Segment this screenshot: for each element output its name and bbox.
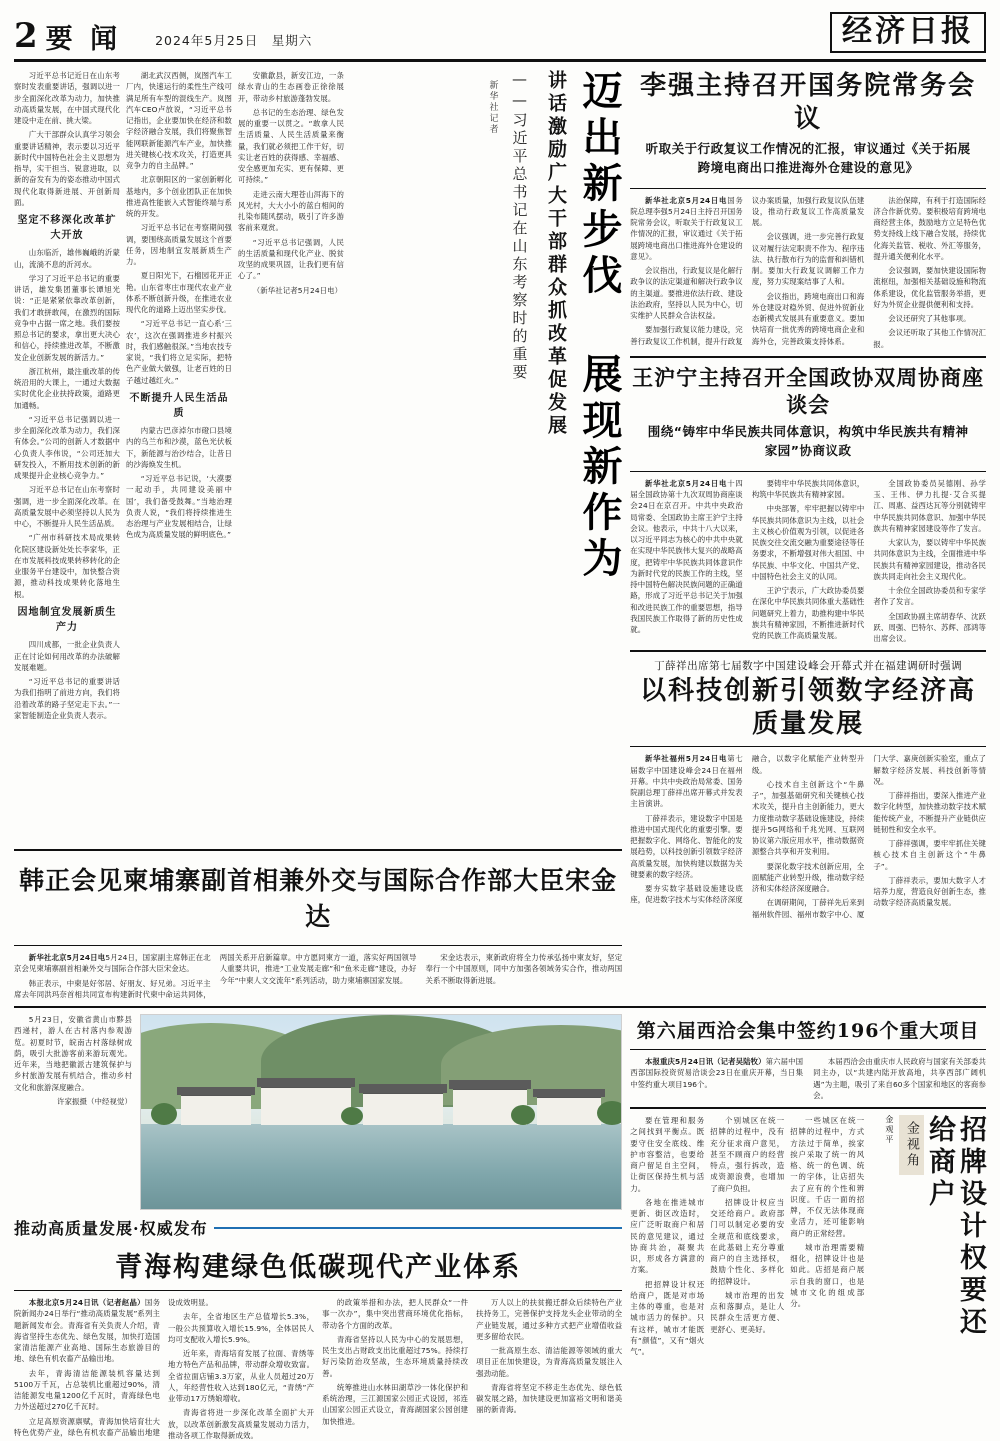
building <box>363 1091 443 1125</box>
divider <box>630 188 986 189</box>
feature-subhead-1: 坚定不移深化改革扩大开放 <box>17 215 117 242</box>
divider <box>14 945 622 946</box>
water-layer <box>141 1124 621 1209</box>
qinghai-headline: 青海构建绿色低碳现代产业体系 <box>115 1252 522 1283</box>
right-zone <box>630 70 986 1000</box>
opinion-title: 招牌设计权要还给商户 <box>923 1115 986 1339</box>
paragraph: 在调研期间，丁薛祥先后来到福州软件园、福州市数字中心、厦门大学、嘉庚创新实验室，重点了解数字经济发展、科技创新等情况。 <box>751 754 986 919</box>
xizhahui-body <box>630 1056 986 1101</box>
xizhahui-headline: 第六届西洽会集中签约196个重大项目 <box>636 1020 980 1042</box>
tree <box>341 1107 363 1125</box>
paragraph: 大家认为，要以铸牢中华民族共同体意识为主线，全面推进中华民族共有精神家园建设，推动各民族共同走向社会主义现代化。 <box>873 538 986 581</box>
divider <box>14 1290 622 1291</box>
feature-text-columns <box>14 70 344 843</box>
paragraph: 四川成都，一批企业负责人正在讨论如何用改革的办法破解发展难题。 <box>14 640 120 672</box>
paragraph: 青海省将进一步深化改革全面扩大开放，以改革创新激发高质量发展动力活力，推动各项工作取得新成效。 <box>168 1408 315 1440</box>
paragraph: 各地在推进城市更新、街区改造时，应广泛听取商户和居民的意见建议，通过协商共治，凝聚共识，形成各方满意的方案。 <box>630 1197 705 1275</box>
paragraph: 立足高原资源禀赋，青海加快培育壮大特色优势产业，绿色有机农畜产品输出地建设成效明显。 <box>14 1298 213 1437</box>
paragraph: 青海省坚持以人民为中心的发展思想，民生支出占财政支出比重超过75%。持续打好污染防治攻坚战，生态环境质量持续改善。 <box>322 1334 469 1378</box>
section-title: 要 闻 <box>45 24 122 55</box>
qinghai-tag: 推动高质量发展·权威发布 <box>14 1219 208 1238</box>
paragraph: 去年，全省地区生产总值增长5.3%，一般公共预算收入增长15.9%，全体居民人均可支配收入增长5.9%。 <box>168 1312 315 1344</box>
opinion-headline-block <box>870 1115 986 1365</box>
paragraph: 丁薛祥指出，要深入推进产业数字化转型，加快推动数字技术赋能传统产业，不断提升产业链供应链韧性和安全水平。 <box>873 791 986 834</box>
paragraph: 王沪宁表示，广大政协委员要在深化中华民族共同体重大基础性问题研究上着力，助推构建中华民族共有精神家园，不断推进新时代党的民族工作高质量发展。 <box>751 586 865 641</box>
liqiang-headline: 李强主持召开国务院常务会议 <box>640 71 977 134</box>
feature-main-headline: 迈出新步伐 展现新作为 <box>576 70 623 583</box>
paragraph: “习近平总书记强调，人民的生活质量和现代化产业、脱贫攻坚的成果巩固，让我们更有信心了。” <box>238 237 344 281</box>
paragraph: 走进云南大理苍山洱海下的风光村，大大小小的蓝白相间的扎染布随风摆动，吸引了许多游客前来观赏。 <box>238 189 344 233</box>
paragraph: 湖北武汉西侧，岚图汽车工厂内，快速运行的柔性生产线可满足所有车型的混线生产。岚图汽车CEO卢放说，“习近平总书记指出，企业要加快在经济和数字经济融合发展，我们将聚焦智能网联新能源汽车产业，加快推进关键核心技术攻关，打造更具竞争力的自主品牌。” <box>126 71 232 170</box>
village-photo <box>140 1014 622 1210</box>
paragraph: 去年，青海清洁能源装机容量达到5100万千瓦，占总装机比重超过90%，清洁能源发电量1200亿千瓦时，青海绿色电力外送超过270亿千瓦时。 <box>14 1368 161 1412</box>
dateline: 本报重庆5月24日讯（记者吴陆牧） <box>645 1057 766 1066</box>
paragraph: 内蒙古巴彦淖尔市磴口县境内的乌兰布和沙漠，蓝色光伏板下，新能源与治沙结合，让昔日的沙海焕发生机。 <box>126 426 232 469</box>
hanzheng-body <box>14 952 622 1000</box>
paragraph: 心技术自主创新这个“牛鼻子”，加强基础研究和关键核心技术攻关，提升自主创新能力，更大力度推动数字基础设施建设，持续提升5G网络和千兆光网、互联网协议第六版应用水平，推动数据资源整合共享和开发利用。 <box>751 779 865 857</box>
roof <box>449 1080 531 1089</box>
paragraph: （新华社记者5月24日电） <box>252 285 343 295</box>
paragraph: 统筹推进山水林田湖草沙一体化保护和系统治理，三江源国家公园正式设园，祁连山国家公园正式设立，青海湖国家公园创建加快推进。 <box>322 1382 469 1426</box>
paragraph: 丁薛祥表示，建设数字中国是推进中国式现代化的重要引擎。要把握数字化、网络化、智能化的发展趋势，以科技创新引领数字经济高质量发展，加快构建以数据为关键要素的数字经济。 <box>630 813 743 879</box>
paragraph: 安徽歙县，新安江边，一条绿水青山的生态画卷正徐徐展开，带动乡村旅游蓬勃发展。 <box>238 71 344 103</box>
paragraph: 要铸牢中华民族共同体意识，构筑中华民族共有精神家园。 <box>751 478 865 500</box>
main-content <box>14 70 986 1000</box>
opinion-corner-label: 金视角 <box>899 1115 924 1175</box>
page-number: 2 <box>14 16 38 56</box>
divider <box>630 746 986 747</box>
paragraph: 习近平总书记在考察期间强调，要围绕高质量发展这个首要任务，因地制宜发展新质生产力。 <box>126 223 232 266</box>
paragraph: 会议强调，要加快建设国际物流枢纽，加强相关基础设施和物流体系建设，优化监管服务举措，更好为外贸企业提供便利和支持。 <box>873 266 986 309</box>
roof <box>257 1078 355 1087</box>
paper-nameplate: 经济日报 <box>830 12 986 53</box>
building <box>261 1085 351 1125</box>
wanghuning-headline: 王沪宁主持召开全国政协双周协商座谈会 <box>632 364 985 418</box>
dateline: 新华社北京5月24日电 <box>645 478 728 488</box>
dateline: 新华社北京5月24日电 <box>28 953 106 962</box>
paragraph: 城市治理的出发点和落脚点，是让人民群众生活更方便、更舒心、更美好。 <box>710 1290 785 1334</box>
paragraph: 会议强调，进一步完善行政复议对履行法定职责不作为、程序违法、执行散布行为的监督和纠错机制。要加大行政复议调解工作力度，努力实现案结事了人和。 <box>751 232 865 287</box>
feature-subhead-3: 不断提升人民生活品质 <box>129 392 229 419</box>
hanzheng-headline: 韩正会见柬埔寨副首相兼外交与国际合作部大臣宋金达 <box>19 866 618 931</box>
qinghai-body <box>14 1297 622 1441</box>
paragraph: 中央部署，牢牢把握以铸牢中华民族共同体意识为主线，以社会主义核心价值观为引领，以促进各民族交往交流交融为重要途径等任务要求，不断增强对伟大祖国、中华民族、中华文化、中国共产党、中国特色社会主义的认同。 <box>751 504 865 581</box>
dateline: 本报北京5月24日讯（记者赵晶） <box>28 1298 145 1307</box>
paragraph: 的政策举措和办法，把人民群众“一件事一次办”，集中突出营商环境优化指标，带动各个方面的改革。 <box>322 1298 469 1330</box>
paragraph: 要深化数字技术创新应用，全面赋能产业转型升级，推动数字经济和实体经济深度融合。 <box>751 861 865 894</box>
feature-article <box>14 70 622 843</box>
paragraph: 学习了习近平总书记的重要讲话，雄发集团董事长谭旭光说：“正是紧紧依靠改革创新，我们才敢拼敢闯，在激烈的国际竞争中占据一席之地。我们要按照总书记的要求，拿出更大决心和信心，持续推进改革，不断激发企业创新发展的新活力。” <box>14 273 120 362</box>
paragraph: 新华社北京5月24日电国务院总理李强5月24日主持召开国务院常务会议，听取关于行政复议工作情况的汇报，审议通过《关于拓展跨境电商出口推进海外仓建设的意见》。 <box>630 195 743 261</box>
paragraph: 会议还研究了其他事项。 <box>888 314 971 323</box>
bottom-section <box>14 1006 986 1440</box>
dingxuexiang-headline: 以科技创新引领数字经济高质量发展 <box>640 676 977 739</box>
paragraph: 北京朝阳区的一家创新孵化基地内，多个创业团队正在加快推进高性能嵌入式智能终端与系统的开发。 <box>126 175 232 218</box>
paragraph: 韩正表示，中柬是好邻居、好朋友、好兄弟。习近平主席去年同洪玛奈首相共同宣布构建新时代柬中命运共同体，两国关系开启新篇章。中方愿同柬方一道，落实好两国领导人重要共识，推进“工业发展走廊”和“鱼米走廊”建设，办好今年“中柬人文交流年”系列活动，助力柬埔寨国家发展。 <box>14 953 417 999</box>
paragraph: 十余位全国政协委员和专家学者作了发言。 <box>873 586 986 607</box>
opinion-text-3 <box>790 1115 864 1365</box>
paragraph: 丁薛祥表示，要加大数字人才培养力度，营造良好创新生态，推动数字经济高质量发展。 <box>873 875 986 908</box>
paragraph: “习近平总书记的重要讲话为我们指明了前进方向，我们将沿着改革的路子坚定走下去。”一家智能制造企业负责人表示。 <box>14 677 120 720</box>
feature-subheadline: 讲话激励广大干部群众抓改革促发展 <box>545 70 567 438</box>
paragraph: “习近平总书记强调以进一步全面深化改革为动力，我们深有体会。”公司的创新人才数据中心负责人李伟说，“公司还加大研发投入，不断用技术创新的新成果提升企业核心竞争力。” <box>14 414 120 481</box>
bottom-left <box>14 1014 623 1440</box>
divider <box>630 471 986 472</box>
opinion-text-2 <box>710 1115 784 1365</box>
feature-column-2 <box>126 70 232 843</box>
qinghai-tag-line <box>14 1216 622 1239</box>
bottom-right <box>630 1014 986 1406</box>
opinion-text-1 <box>630 1115 704 1365</box>
divider <box>630 650 986 652</box>
paragraph: 一批高原生态、清洁能源等领域的重大项目正在加快建设，为青海高质量发展注入强劲动能。 <box>476 1346 623 1378</box>
paragraph: 会议指出，行政复议是化解行政争议的法定渠道和解决行政争议的主渠道。要推进依法行政、建设法治政府，坚持以人民为中心，切实维护人民群众合法权益。 <box>630 266 743 320</box>
paragraph: 会议指出，跨境电商出口和海外仓建设对稳外贸、促进外贸新业态新模式发展具有重要意义。要加快培育一批优秀的跨境电商企业和海外仓，完善政策支持体系。 <box>751 291 865 346</box>
paragraph: 新华社北京5月24日电5月24日，国家副主席韩正在北京会见柬埔寨副首相兼外交与国际合作部大臣宋金达。 <box>14 953 211 974</box>
dingxuexiang-kicker: 丁薛祥出席第七届数字中国建设峰会开幕式并在福建调研时强调 <box>654 660 963 673</box>
paragraph: “习近平总书记说，‘大漠要一起动手，共同建设美丽中国’，我们备受鼓舞。”当地治理负责人说，“我们将持续推进生态治理与产业发展相结合，让绿色成为高质量发展的鲜明底色。” <box>126 474 232 540</box>
paragraph: 新华社福州5月24日电第七届数字中国建设峰会24日在福州开幕。中共中央政治局常委、国务院副总理丁薛祥出席开幕式并发表主旨演讲。 <box>630 754 743 809</box>
paragraph: 要夯实数字基础设施建设底座，促进数字技术与实体经济深度融合，以数字化赋能产业转型升级。 <box>630 754 865 905</box>
paragraph: 习近平总书记在山东考察时强调，进一步全面深化改革。在高质量发展中必须坚持以人民为中心，不断提升人民生活品质。 <box>14 485 120 529</box>
paragraph: 法治保障，有利于打造国际经济合作新优势。要积极培育跨境电商经营主体，鼓励地方立足特色优势支持线上线下融合发展，持续优化海关监管、税收、外汇等服务，提升通关便利化水平。 <box>873 195 986 261</box>
tag-rule <box>214 1227 623 1229</box>
opinion-column <box>630 1115 986 1365</box>
paragraph: 招牌设计权应当交还给商户。政府部门可以制定必要的安全规范和底线要求，在此基础上充分尊重商户的自主选择权，鼓励个性化、多样化的招牌设计。 <box>710 1197 785 1286</box>
divider <box>14 849 622 851</box>
tree <box>597 1101 622 1125</box>
liqiang-subhead: 听取关于行政复议工作情况的汇报，审议通过《关于拓展跨境电商出口推进海外仓建设的意见》 <box>645 141 971 175</box>
dingxuexiang-body <box>630 753 986 920</box>
wanghuning-body <box>630 478 986 645</box>
tree <box>151 1103 177 1125</box>
paragraph: 本报北京5月24日讯（记者赵晶）国务院新闻办24日举行“推动高质量发展”系列主题新闻发布会。青海省有关负责人介绍，青海省坚持生态优先、绿色发展，加快打造国家清洁能源产业高地、国际生态旅游目的地、绿色有机农畜产品输出地。 <box>14 1298 161 1364</box>
dateline: 新华社福州5月24日电 <box>645 754 728 764</box>
paragraph: 本届西洽会由重庆市人民政府与国家有关部委共同主办，以“共建内陆开放高地，共享西部广阔机遇”为主题，吸引了来自60多个国家和地区的客商参会。 <box>813 1057 986 1100</box>
photo-block <box>14 1014 622 1210</box>
paragraph: 青海省将坚定不移走生态优先、绿色低碳发展之路，加快建设更加富裕文明和谐美丽的新青海。 <box>476 1382 623 1415</box>
paragraph: 全国政协委员吴德刚、孙学玉、王伟、伊力扎提·艾合买提江、周惠、益西达瓦等分别就铸牢中华民族共同体意识、加强中华民族共有精神家园建设等作了发言。 <box>873 478 986 533</box>
paragraph: 新华社北京5月24日电十四届全国政协第十九次双周协商座谈会24日在京召开。中共中央政治局常委、全国政协主席王沪宁主持会议。他表示，中共十八大以来，以习近平同志为核心的中共中央就在实现中华民族伟大复兴的战略高度，把铸牢中华民族共同体意识作为新时代党的民族工作的主线，坚持中国特色解决民族问题的正确道路，形成了习近平总书记关于加强和改进民族工作的重要思想，指导我国民族工作取得了新的历史性成就。 <box>630 478 743 635</box>
paragraph: 要加强行政复议能力建设，完善行政复议工作机制，提升行政复议办案质量，加强行政复议队伍建设，推动行政复议工作高质量发展。 <box>630 195 865 346</box>
paragraph: 总书记的生态治理、绿色发展的重要一以贯之。“敢拿人民生活质量、人民生活质量来衡量，我们就必须把工作干好，切实让老百姓的获得感、幸福感、安全感更加充实、更有保障、更可持续。” <box>238 107 344 185</box>
wanghuning-subhead: 围绕“铸牢中华民族共同体意识，构筑中华民族共有精神家园”协商议政 <box>647 424 969 459</box>
paragraph: 要在管理和服务之间找到平衡点。既要守住安全底线、维护市容整洁，也要给商户留足自主空间，让街区保持生机与活力。 <box>630 1116 705 1193</box>
divider <box>630 1107 986 1109</box>
roof <box>177 1087 255 1095</box>
masthead <box>14 10 986 62</box>
paragraph: 山东临沂，雄伟巍峨的沂蒙山，流淌不息的沂河水。 <box>14 248 120 269</box>
liqiang-body <box>630 195 986 350</box>
building <box>181 1093 251 1125</box>
divider <box>630 1049 986 1050</box>
feature-subhead-2: 因地制宜发展新质生产力 <box>17 606 117 634</box>
paragraph: “习近平总书记一直心系‘三农’，这次在强调推进乡村振兴时，我们感触很深。”当地农技专家说，“我们将立足实际，把特色产业做大做强，让老百姓的日子越过越红火。” <box>126 319 232 385</box>
paragraph: “广州市科研技术局成果转化院区建设新处处长李家华，正在市发展科技成果转移转化的企业服务平台建设中，加快整合资源，推动科技成果转化落地生根。 <box>14 533 120 599</box>
divider <box>630 356 986 358</box>
building <box>537 1095 601 1125</box>
paragraph: 一些城区在统一招牌的过程中，方式方法过于简单，挨家挨户采取了统一的风格、统一的色调、统一的字体，让店招失去了应有的个性和辨识度。千店一面的招牌，不仅无法体现商业活力，还可能影响商户的正常经营。 <box>790 1116 865 1238</box>
feature-column-3 <box>238 70 344 843</box>
feature-column-1 <box>14 70 120 843</box>
photo-credit: 许家振摄（中经视觉） <box>57 1096 132 1106</box>
opinion-byline: 金观平 <box>884 1115 894 1145</box>
photo-caption-block <box>14 1014 132 1210</box>
photo-caption: 5月23日，安徽省黄山市黟县西递村，游人在古村落内参观游览。初夏时节，皖南古村落绿树成荫，吸引大批游客前来游玩观光。近年来，当地把徽派古建筑保护与乡村旅游发展有机结合，推动乡村文化和旅游深度融合。 <box>14 1015 132 1092</box>
roof <box>533 1089 605 1097</box>
paragraph: 丁薛祥强调，要牢牢抓住关键核心技术自主创新这个“牛鼻子”。 <box>873 839 986 871</box>
feature-byline: 新华社记者 <box>487 80 498 135</box>
paragraph: 广大干部群众认真学习领会重要讲话精神，表示要以习近平新时代中国特色社会主义思想为指导，实干担当、锐意进取，以新的奋发有为的姿态推动中国式现代化取得新进展、开创新局面。 <box>14 130 120 207</box>
paragraph: 个别城区在统一招牌的过程中，没有充分征求商户意见，甚至不顾商户的经营特点，强行拆改，造成资源浪费，也增加了商户负担。 <box>710 1116 785 1193</box>
issue-date: 2024年5月25日 星期六 <box>155 33 313 48</box>
paragraph: 全国政协副主席胡春华、沈跃跃、周强、巴特尔、苏辉、邵鸿等出席会议。 <box>873 611 986 644</box>
paragraph: 夏日阳光下，石榴园花开正艳。山东省枣庄市现代农业产业体系不断创新升级，在推进农业现代化的道路上迈出坚实步伐。 <box>126 271 232 314</box>
paragraph: 城市治理需要精细化，招牌设计也是如此。店招是商户展示自我的窗口，也是城市文化的组成部分。 <box>790 1242 865 1308</box>
paragraph: 把招牌设计权还给商户，既是对市场主体的尊重，也是对城市活力的保护。只有这样，城市才能既有“颜值”，又有“烟火气”。 <box>630 1279 705 1356</box>
feature-headline-block <box>344 70 622 843</box>
paragraph: 近年来，青海培育发展了拉面、青绣等地方特色产品和品牌，带动群众增收致富。全省拉面店铺3.3万家，从业人员超过20万人，年经营性收入达到180亿元，“青绣”产业带动17万绣娘增收。 <box>168 1349 315 1403</box>
paragraph: 宋金达表示，柬新政府将全力传承弘扬中柬友好，坚定奉行一个中国原则，同中方加强各领域务实合作，推动两国关系不断取得新进展。 <box>425 953 623 985</box>
left-zone <box>14 70 622 1000</box>
paragraph: 会议还听取了其他工作情况汇报。 <box>873 328 986 349</box>
dateline: 新华社北京5月24日电 <box>645 195 728 205</box>
roof <box>359 1084 447 1093</box>
tree <box>511 1105 535 1125</box>
paragraph: 习近平总书记近日在山东考察时发表重要讲话，强调以进一步全面深化改革为动力，加快推动高质量发展，在中国式现代化建设中走在前、挑大梁。 <box>14 71 120 125</box>
paragraph: 本报重庆5月24日讯（记者吴陆牧）第六届中国西部国际投资贸易洽谈会23日在重庆开幕，当日集中签约重大项目196个。 <box>630 1057 804 1089</box>
paragraph: 万人以上的扶贫搬迁群众后续特色产业扶持务工，完善保护支持龙头企业带动的全产业链发展，通过多种方式把产业增值收益更多留给农民。 <box>476 1298 623 1341</box>
feature-subheadline-2: ——习近平总书记在山东考察时的重要 <box>510 70 529 382</box>
paragraph: 浙江杭州，最注重改革的传统沿用的大课上，一通过大数据实时优化企业扶持政策，道路更加通畅。 <box>14 366 120 410</box>
